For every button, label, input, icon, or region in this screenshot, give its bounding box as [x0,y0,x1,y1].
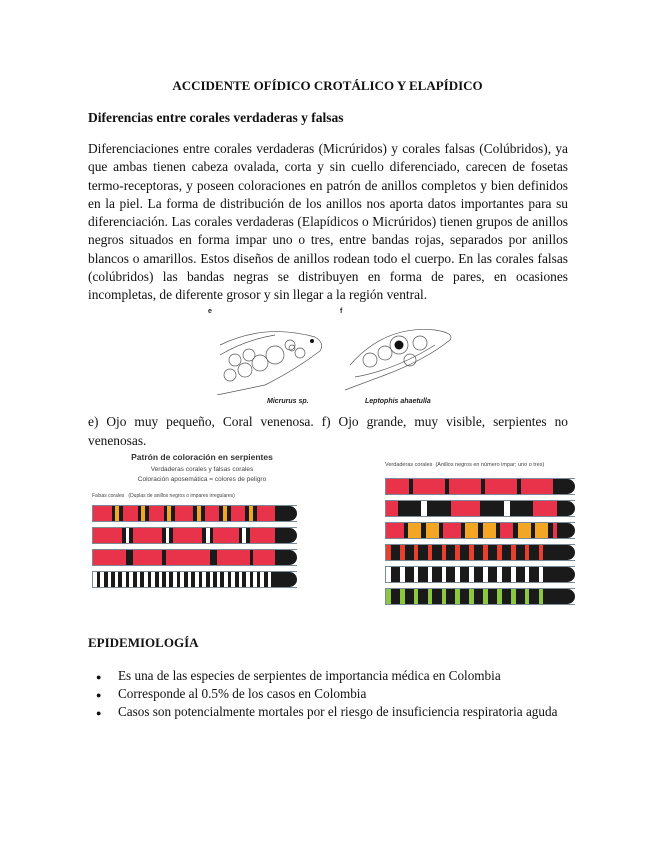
coral-pattern-bar [385,588,575,605]
snake-head [275,528,297,543]
snake-head [557,479,575,494]
snake-head [557,567,575,582]
species-label-micrurus: Micrurus sp. [267,398,309,405]
body-paragraph: Diferenciaciones entre corales verdaderas (Micrúridos) y corales falsas (Colúbridos), ya que ambas tienen cabeza ovalada, corta y sin cuello diferenciado, carecen de fosetas termo-receptoras, y poseen coloraciones en patrón de anillos completos y bien definidos en la piel. La forma de distribución de los anillos nos aporta datos importantes para su diferenciación. Las corales verdaderas (Elapídicos o Micrúridos) tienen grupos de anillos negros situados en forma impar uno o tres, entre bandas rojas, separados por anillos blancos o amarillos. Estos diseños de anillos rodean todo el cuerpo. En las corales falsas (colúbridos) las bandas negras se distribuyen en forma de pares, en ocasiones incompletas, de diferente grosor y sin llegar a la región ventral. [88,141,568,303]
coral-pattern-bar [92,505,297,522]
document-title: ACCIDENTE OFÍDICO CROTÁLICO Y ELAPÍDICO [172,78,483,93]
figure-title: Patrón de coloración en serpientes [131,452,273,462]
list-item: ● Corresponde al 0.5% de los casos en Colombia [88,685,568,703]
snake-head [557,523,575,538]
snake-head [557,589,575,604]
false-coral-figure [92,452,312,593]
list-item: ● Casos son potencialmente mortales por el riesgo de insuficiencia respiratoria aguda [88,703,568,721]
true-coral-bars [385,478,575,605]
section-subtitle: Diferencias entre corales verdaderas y falsas [88,110,344,125]
true-coral-label: Verdaderas corales (Anillos negros en número impar; uno o tres) [385,462,545,468]
coral-pattern-bar [385,544,575,561]
coral-pattern-bar [92,571,297,588]
ring-band [551,501,557,516]
snake-head [275,506,297,521]
figure-label-e: e [208,308,212,315]
coral-pattern-bar [92,549,297,566]
false-coral-label: Falsas corales (Duplas de anillos negros o impares irregulares) [92,493,235,499]
true-coral-figure [385,462,580,610]
figure-caption: e) Ojo muy pequeño, Coral venenosa. f) Ojo grande, muy visible, serpientes no venenosas. [88,414,568,448]
species-label-leptophis: Leptophis ahaetulla [365,398,431,405]
figure-line1: Verdaderas corales y falsas corales [150,466,254,473]
list-item: ● Es una de las especies de serpientes de importancia médica en Colombia [88,667,568,685]
figure-label-f: f [340,308,343,315]
epidemiology-heading: EPIDEMIOLOGÍA [88,635,199,650]
snake-head [275,572,297,587]
snake-head [275,550,297,565]
snake-heads-figure [205,305,495,407]
coral-pattern-bar [92,527,297,544]
snake-head [557,501,575,516]
coral-pattern-bar [385,522,575,539]
snake-head [557,545,575,560]
epidemiology-list [88,667,568,721]
false-coral-bars [92,505,297,588]
figure-line2: Coloración aposemática = colores de peligro [137,476,267,483]
coral-pattern-bar [385,566,575,583]
coral-pattern-bar [385,478,575,495]
coral-pattern-bar [385,500,575,517]
snake-heads-illustration [205,315,495,395]
